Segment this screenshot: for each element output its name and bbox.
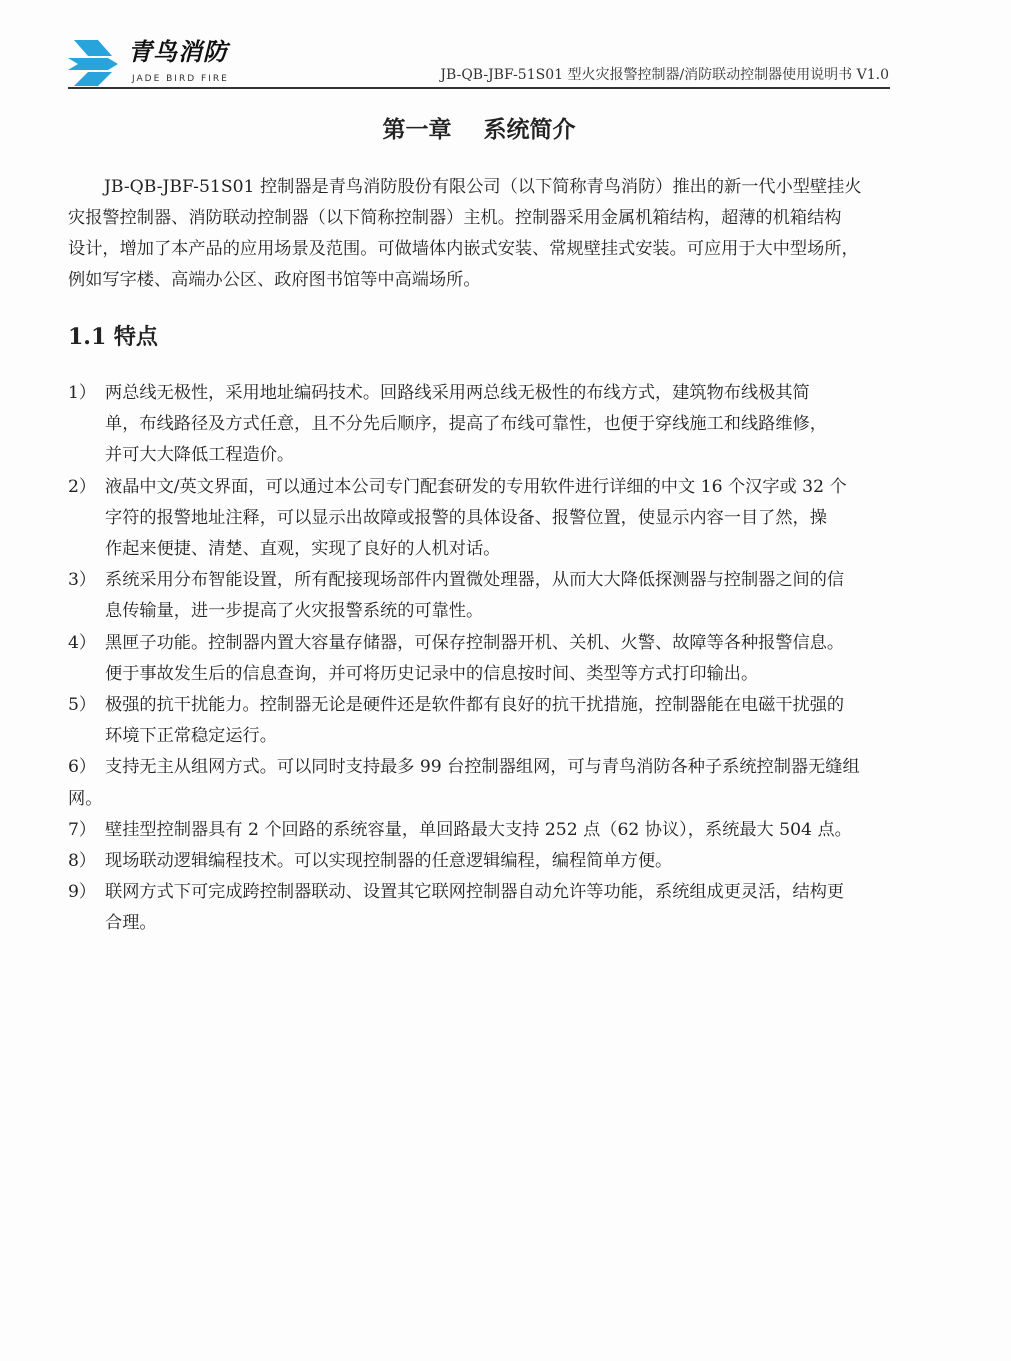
logo-arrow-icon	[68, 40, 124, 86]
item-line: 联网方式下可完成跨控制器联动、设置其它联网控制器自动允许等功能，系统组成更灵活，结构更	[105, 882, 845, 903]
item-line: 单，布线路径及方式任意，且不分先后顺序，提高了布线可靠性，也便于穿线施工和线路维修，	[105, 414, 827, 435]
logo-cn: 青鸟消防	[128, 38, 228, 66]
item-line: 两总线无极性，采用地址编码技术。回路线采用两总线无极性的布线方式，建筑物布线极其简	[105, 383, 810, 403]
jade-bird-logo	[68, 38, 268, 90]
item-line: 黑匣子功能。控制器内置大容量存储器，可保存控制器开机、关机、火警、故障等各种报警信息。	[105, 632, 845, 653]
item-number: 3）	[68, 570, 97, 591]
item-line: 极强的抗干扰能力。控制器无论是硬件还是软件都有良好的抗干扰措施，控制器能在电磁干扰强的	[105, 695, 845, 715]
intro-line: 灾报警控制器、消防联动控制器（以下简称控制器）主机。控制器采用金属机箱结构，超薄的机箱结构	[68, 208, 842, 228]
item-line: 字符的报警地址注释，可以显示出故障或报警的具体设备、报警位置，使显示内容一目了然，操	[105, 507, 827, 528]
item-line: 环境下正常稳定运行。	[105, 726, 277, 747]
item-line: 作起来便捷、清楚、直观，实现了良好的人机对话。	[105, 539, 501, 559]
item-line: 液晶中文/英文界面，可以通过本公司专门配套研发的专用软件进行详细的中文 16 个汉字或 32 个	[105, 476, 847, 497]
chapter-number: 第一章	[382, 116, 452, 143]
item-line: 支持无主从组网方式。可以同时支持最多 99 台控制器组网，可与青鸟消防各种子系统控制器无缝组	[105, 757, 860, 778]
item-line: 系统采用分布智能设置，所有配接现场部件内置微处理器，从而大大降低探测器与控制器之间的信	[105, 570, 845, 591]
section-heading: 1.1 特点	[68, 324, 158, 350]
item-number: 2）	[68, 476, 97, 497]
item-line: 便于事故发生后的信息查询，并可将历史记录中的信息按时间、类型等方式打印输出。	[105, 663, 759, 684]
item-line: 并可大大降低工程造价。	[105, 445, 295, 466]
item-number: 9）	[68, 882, 97, 903]
logo-en: JADE BIRD FIRE	[132, 74, 229, 84]
item-number: 8）	[68, 851, 97, 871]
item-number: 6）	[68, 757, 97, 778]
chapter-name: 系统简介	[483, 116, 576, 143]
item-number: 7）	[68, 819, 97, 840]
running-header: JB-QB-JBF-51S01 型火灾报警控制器/消防联动控制器使用说明书 V1.0	[440, 67, 889, 83]
item-line: 合理。	[105, 913, 157, 934]
item-number: 1）	[68, 383, 97, 403]
item-number: 5）	[68, 695, 97, 715]
item-number: 4）	[68, 632, 97, 653]
intro-line: 例如写字楼、高端办公区、政府图书馆等中高端场所。	[68, 270, 481, 290]
item-line: 壁挂型控制器具有 2 个回路的系统容量，单回路最大支持 252 点（62 协议），系统最大 504 点。	[105, 819, 852, 840]
item-line: 现场联动逻辑编程技术。可以实现控制器的任意逻辑编程，编程简单方便。	[105, 851, 673, 871]
header-rule	[68, 87, 890, 89]
chapter-title	[0, 115, 958, 145]
item-line: 息传输量，进一步提高了火灾报警系统的可靠性。	[105, 601, 484, 622]
intro-line: 设计，增加了本产品的应用场景及范围。可做墙体内嵌式安装、常规壁挂式安装。可应用于大中型场所，	[68, 239, 859, 259]
intro-line: JB-QB-JBF-51S01 控制器是青鸟消防股份有限公司（以下简称青鸟消防）推出的新一代小型壁挂火	[104, 177, 862, 197]
item-line: 网。	[68, 788, 103, 809]
